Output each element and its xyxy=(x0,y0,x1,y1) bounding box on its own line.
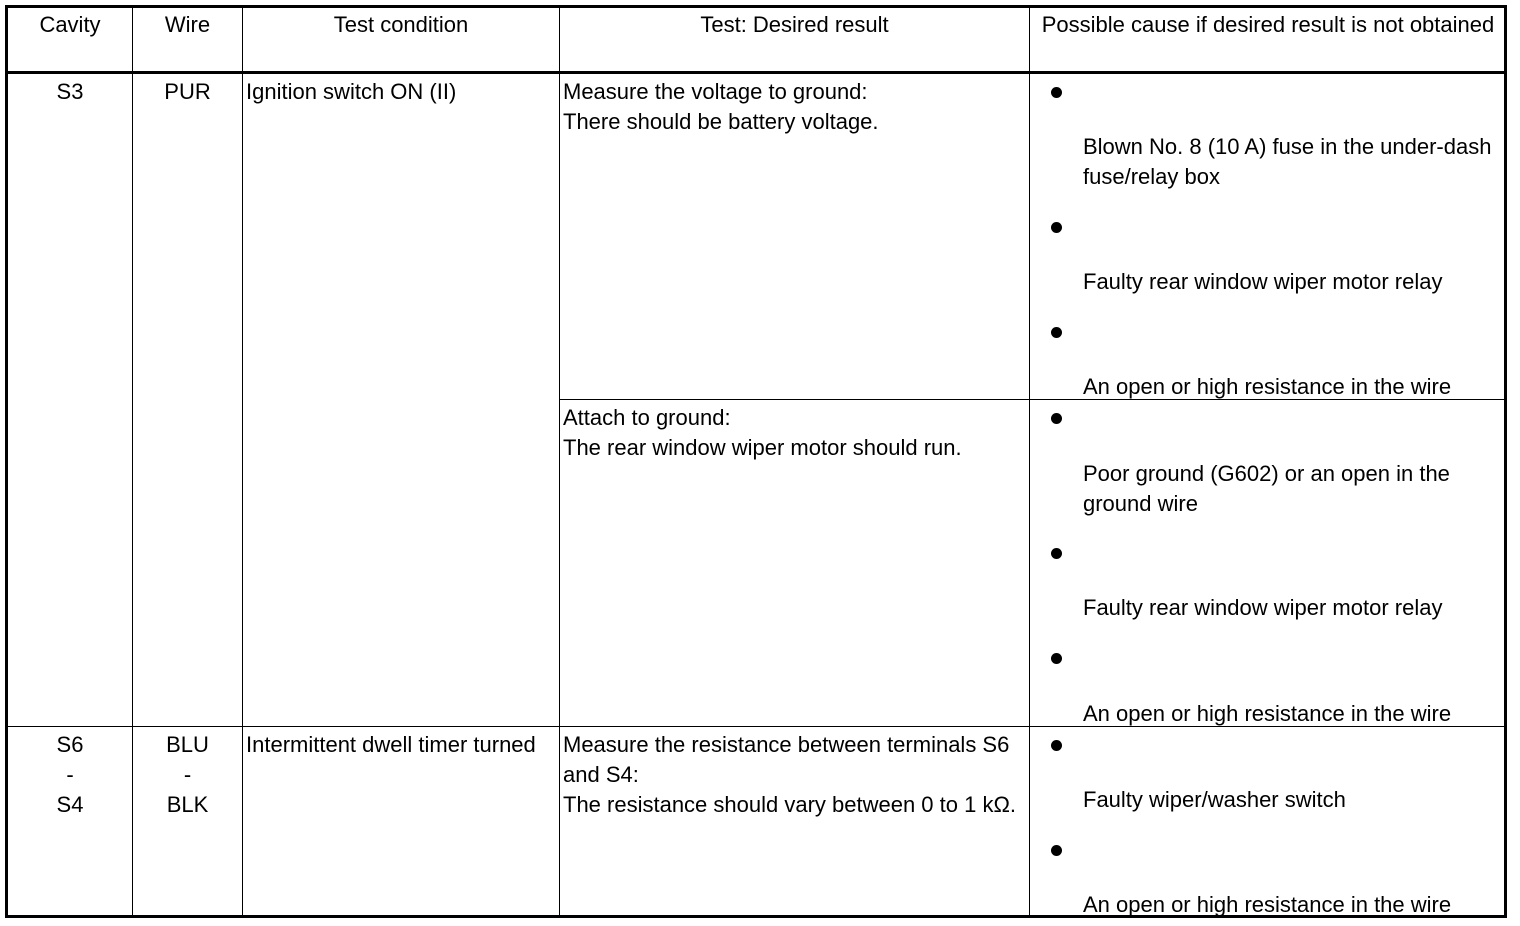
bullet-icon xyxy=(1051,845,1062,856)
bullet-icon xyxy=(1051,413,1062,424)
cause-item: Poor ground (G602) or an open in the ground wire xyxy=(1083,461,1450,516)
header-wire: Wire xyxy=(164,12,211,37)
table-border-right xyxy=(1504,5,1507,918)
cause-item: Blown No. 8 (10 A) fuse in the under-dash fuse/relay box xyxy=(1083,134,1492,189)
wire-cell: PUR xyxy=(164,79,211,104)
header-desired-result: Test: Desired result xyxy=(700,12,889,37)
bullet-icon xyxy=(1051,548,1062,559)
cavity-cell: S6 - S4 xyxy=(56,732,84,817)
bullet-icon xyxy=(1051,87,1062,98)
header-divider xyxy=(5,71,1507,74)
cause-item: An open or high resistance in the wire xyxy=(1083,892,1452,917)
cavity-cell: S3 xyxy=(56,79,84,104)
cause-item: An open or high resistance in the wire xyxy=(1083,374,1452,399)
cause-item: Faulty rear window wiper motor relay xyxy=(1083,595,1443,620)
header-cavity: Cavity xyxy=(39,12,101,37)
desired-result-cell: Measure the resistance between terminals S6 and S4: The resistance should vary between 0 to 1 kΩ. xyxy=(563,732,1017,817)
bullet-icon xyxy=(1051,653,1062,664)
bullet-icon xyxy=(1051,327,1062,338)
cause-item: Faulty wiper/washer switch xyxy=(1083,787,1346,812)
column-divider xyxy=(242,5,243,918)
table-border-top xyxy=(5,5,1507,8)
condition-cell: Ignition switch ON (II) xyxy=(246,79,457,104)
wire-cell: BLU - BLK xyxy=(166,732,209,817)
desired-result-cell: Attach to ground: The rear window wiper motor should run. xyxy=(563,405,962,460)
bullet-icon xyxy=(1051,222,1062,233)
condition-cell: Intermittent dwell timer turned xyxy=(246,732,536,757)
column-divider xyxy=(559,5,560,918)
cause-item: An open or high resistance in the wire xyxy=(1083,701,1452,726)
desired-result-cell: Measure the voltage to ground: There should be battery voltage. xyxy=(563,79,879,134)
header-test-condition: Test condition xyxy=(333,12,469,37)
bullet-icon xyxy=(1051,740,1062,751)
column-divider xyxy=(1029,5,1030,918)
cause-item: Faulty rear window wiper motor relay xyxy=(1083,269,1443,294)
header-possible-cause: Possible cause if desired result is not obtained xyxy=(1041,12,1495,37)
